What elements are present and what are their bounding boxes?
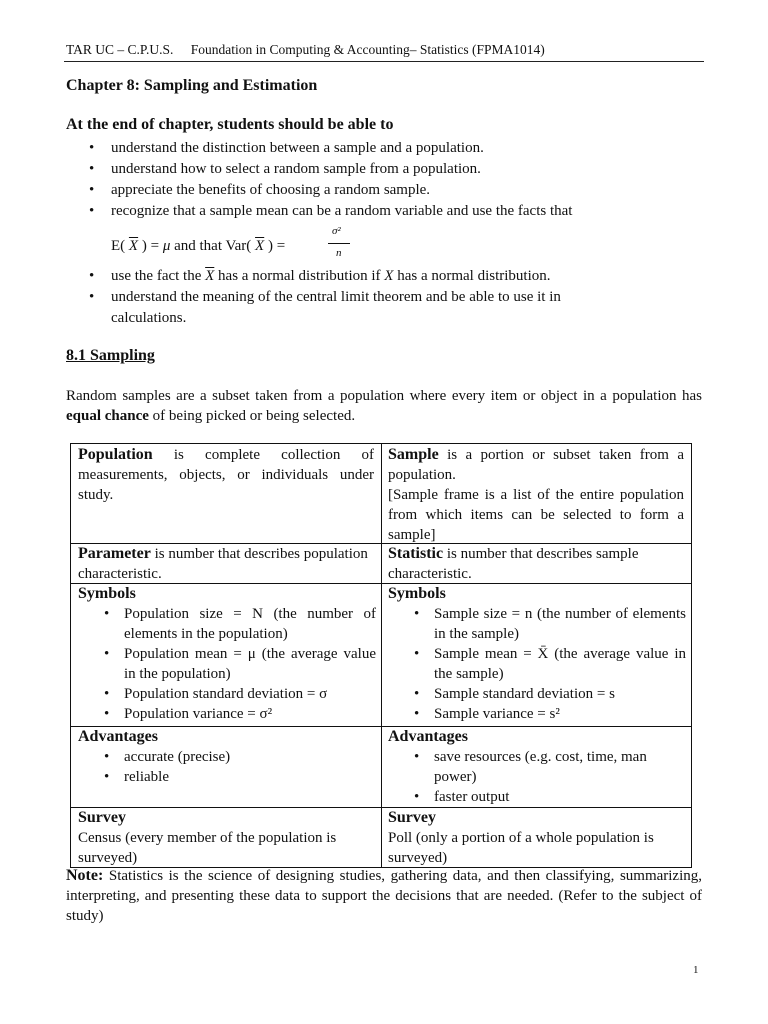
list-item: • save resources (e.g. cost, time, man power) — [434, 747, 686, 787]
survey-heading: Survey — [388, 809, 436, 826]
list-item: • Sample standard deviation = s — [434, 684, 686, 704]
list-item: • Population mean = μ (the average value in the population) — [124, 644, 376, 684]
population-advantages-cell — [78, 727, 376, 787]
page-header — [66, 42, 702, 58]
intro-paragraph: Random samples are a subset taken from a population where every item or object in a population has equal chance of being picked or being selected. — [66, 388, 702, 424]
mu-symbol: μ — [162, 238, 171, 254]
symbols-heading: Symbols — [388, 585, 446, 602]
list-item: • reliable — [124, 767, 376, 787]
section-title: 8.1 Sampling — [66, 347, 155, 364]
note-text: Statistics is the science of designing studies, gathering data, and then classifying, summarizing, interpreting, and presenting these data to support the decisions that are needed. (Refer to the subject of study) — [66, 868, 703, 924]
census-cell — [78, 808, 376, 868]
bullet-icon: • — [89, 161, 95, 177]
objective-item: use the fact the $\overline{X}$ has a normal distribution if X has a normal distribution. — [111, 268, 551, 284]
header-institution: TAR UC – C.P.U.S. — [66, 42, 174, 57]
parameter-definition-cell: Parameter is number that describes population characteristic. — [78, 545, 368, 582]
list-item: • Sample variance = s² — [434, 704, 686, 724]
census-description: Census (every member of the population is surveyed) — [78, 830, 337, 866]
population-definition-cell: Population is complete collection of measurements, objects, or individuals under study. — [78, 446, 374, 503]
sample-definition-cell: Sample is a portion or subset taken from a population. [Sample frame is a list of the entire population from which items can be selected to form a sample] — [388, 446, 685, 543]
symbols-heading: Symbols — [78, 585, 136, 602]
list-item: • faster output — [434, 787, 686, 807]
population-advantage-list — [78, 747, 376, 787]
list-item: • accurate (precise) — [124, 747, 376, 767]
table-divider — [381, 443, 382, 868]
bullet-icon: • — [89, 268, 95, 284]
bullet-icon: • — [89, 289, 95, 305]
objective-item: understand how to select a random sample from a population. — [111, 161, 481, 177]
statistic-definition-cell: Statistic is number that describes sample characteristic. — [388, 545, 639, 582]
objective-item-continuation: calculations. — [111, 310, 187, 326]
bullet-icon: • — [89, 203, 95, 219]
note-paragraph — [66, 866, 702, 926]
population-term: Population — [78, 446, 153, 463]
objectives-heading: At the end of chapter, students should be able to — [66, 116, 394, 133]
chapter-title: Chapter 8: Sampling and Estimation — [66, 77, 318, 94]
sample-term: Sample — [388, 446, 439, 463]
bullet-icon: • — [89, 140, 95, 156]
list-item: • Sample size = n (the number of elements in the sample) — [434, 604, 686, 644]
sample-symbols-cell — [388, 584, 686, 724]
objective-item: understand the meaning of the central limit theorem and be able to use it in — [111, 289, 561, 305]
list-item: • Population standard deviation = σ — [124, 684, 376, 704]
sample-symbol-list — [388, 604, 686, 724]
poll-description: Poll (only a portion of a whole population is surveyed) — [388, 830, 654, 866]
parameter-term: Parameter — [78, 545, 151, 562]
population-symbols-cell — [78, 584, 376, 724]
objective-item: appreciate the benefits of choosing a random sample. — [111, 182, 431, 198]
expectation-formula: E( $\overline{X}$ ) = μ and that Var( $\overline{X}$ ) = — [111, 238, 286, 254]
fraction-bar — [328, 243, 350, 244]
sample-advantage-list — [388, 747, 686, 807]
poll-cell — [388, 808, 686, 868]
survey-heading: Survey — [78, 809, 126, 826]
page-number: 1 — [693, 964, 699, 976]
fraction-numerator: σ² — [332, 225, 341, 237]
note-label: Note: — [66, 867, 104, 884]
list-item: • Population size = N (the number of elements in the population) — [124, 604, 376, 644]
sample-frame-note: [Sample frame is a list of the entire population from which items can be selected to form a sample] — [388, 487, 684, 543]
x-bar-symbol: $\overline{X}$ — [205, 268, 215, 284]
x-bar-symbol: $\overline{X}$ — [128, 238, 139, 254]
advantages-heading: Advantages — [388, 728, 469, 745]
fraction-denominator: n — [336, 247, 342, 259]
bullet-icon: • — [89, 182, 95, 198]
header-divider — [64, 61, 704, 62]
list-item: • Sample mean = X̄ (the average value in the sample) — [434, 644, 686, 684]
population-symbol-list — [78, 604, 376, 724]
objective-item: recognize that a sample mean can be a random variable and use the facts that — [111, 203, 573, 219]
x-bar-symbol: $\overline{X}$ — [255, 238, 265, 254]
advantages-heading: Advantages — [78, 728, 159, 745]
sample-advantages-cell — [388, 727, 686, 807]
objective-item: understand the distinction between a sample and a population. — [111, 140, 484, 156]
header-course: Foundation in Computing & Accounting– Statistics (FPMA1014) — [190, 42, 545, 57]
list-item: • Population variance = σ² — [124, 704, 376, 724]
statistic-term: Statistic — [388, 545, 444, 562]
